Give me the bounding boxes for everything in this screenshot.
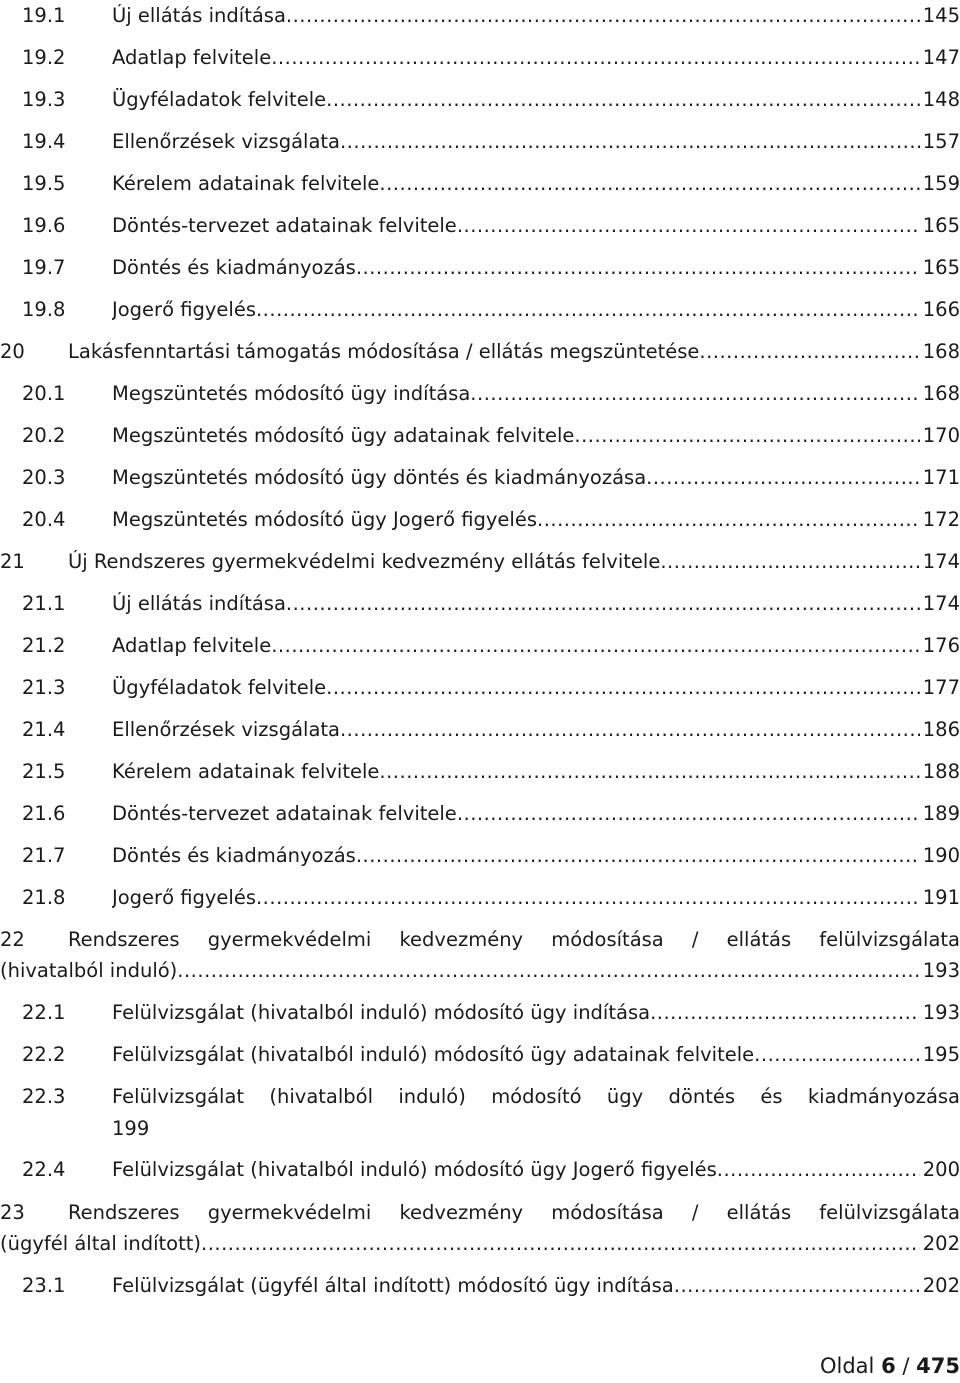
- toc-entry-number: 21.2: [22, 634, 66, 657]
- toc-entry-title: Ügyféladatok felvitele: [112, 676, 327, 699]
- toc-entry[interactable]: [0, 886, 960, 916]
- toc-entry-number: 23.1: [22, 1274, 66, 1297]
- dot-leader: [326, 676, 920, 699]
- toc-entry[interactable]: [0, 802, 960, 832]
- dot-leader: [286, 592, 920, 615]
- dot-leader: [674, 1274, 920, 1297]
- toc-entry-page: 172: [922, 508, 960, 531]
- toc-entry-number: 22.4: [22, 1158, 66, 1181]
- toc-entry[interactable]: [0, 1001, 960, 1031]
- toc-entry-number: 20.2: [22, 424, 66, 447]
- toc-entry[interactable]: [0, 298, 960, 328]
- toc-entry[interactable]: [0, 88, 960, 118]
- dot-leader: [537, 508, 920, 531]
- dot-leader: [340, 130, 920, 153]
- toc-entry[interactable]: [0, 382, 960, 412]
- toc-entry[interactable]: [0, 1085, 960, 1149]
- dot-leader: [356, 256, 920, 279]
- toc-entry-page: 193: [922, 1001, 960, 1024]
- toc-entry-number: 19.3: [22, 88, 66, 111]
- toc-entry-title: Megszüntetés módosító ügy Jogerő figyelés: [112, 508, 537, 531]
- toc-entry-page: 202: [922, 1274, 960, 1297]
- dot-leader: [286, 4, 920, 27]
- toc-chapter[interactable]: [0, 550, 960, 580]
- toc-entry[interactable]: [0, 4, 960, 34]
- toc-entry-page: 191: [922, 886, 960, 909]
- toc-entry-number: 22: [0, 928, 25, 951]
- toc-entry[interactable]: [0, 1043, 960, 1073]
- toc-entry-title-line1: Rendszeres gyermekvédelmi kedvezmény módosítása / ellátás felülvizsgálata: [68, 1201, 960, 1224]
- toc-entry-number: 21.5: [22, 760, 66, 783]
- toc-entry-title: Döntés és kiadmányozás: [112, 844, 356, 867]
- toc-entry-title: Döntés-tervezet adatainak felvitele: [112, 214, 457, 237]
- toc-entry[interactable]: [0, 508, 960, 538]
- toc-entry-page: 165: [922, 256, 960, 279]
- toc-entry-title: Kérelem adatainak felvitele: [112, 760, 380, 783]
- toc-entry[interactable]: [0, 214, 960, 244]
- toc-entry-page: 176: [922, 634, 960, 657]
- toc-entry-title: Lakásfenntartási támogatás módosítása / ellátás megszüntetése: [68, 340, 700, 363]
- toc-entry-title: Döntés-tervezet adatainak felvitele: [112, 802, 457, 825]
- dot-leader: [177, 959, 919, 982]
- toc-entry[interactable]: [0, 130, 960, 160]
- dot-leader: [356, 844, 920, 867]
- toc-entry-number: 21.3: [22, 676, 66, 699]
- dot-leader: [650, 1001, 920, 1024]
- toc-entry-title: (ügyfél által indított): [0, 1232, 201, 1255]
- toc-entry-number: 23: [0, 1201, 25, 1224]
- toc-entry-title: Adatlap felvitele: [112, 634, 272, 657]
- toc-entry-number: 21.1: [22, 592, 66, 615]
- dot-leader: [646, 466, 920, 489]
- toc-entry-page: 174: [922, 592, 960, 615]
- toc-entry-page: 168: [922, 340, 960, 363]
- dot-leader: [379, 172, 919, 195]
- page-footer: [820, 1354, 960, 1378]
- toc-entry-number: 19.5: [22, 172, 66, 195]
- page-separator: /: [902, 1354, 910, 1378]
- toc-entry-title: Jogerő figyelés: [112, 886, 256, 909]
- toc-entry-title-line1: Rendszeres gyermekvédelmi kedvezmény módosítása / ellátás felülvizsgálata: [68, 928, 960, 951]
- toc-entry-title: Megszüntetés módosító ügy indítása: [112, 382, 471, 405]
- toc-entry-page: 190: [922, 844, 960, 867]
- toc-entry-number: 21.7: [22, 844, 66, 867]
- toc-entry[interactable]: [0, 256, 960, 286]
- dot-leader: [256, 298, 920, 321]
- toc-entry-page: 170: [922, 424, 960, 447]
- toc-entry-title: Kérelem adatainak felvitele: [112, 172, 380, 195]
- toc-entry-page: 186: [922, 718, 960, 741]
- toc-entry-number: 20.1: [22, 382, 66, 405]
- toc-entry-number: 22.2: [22, 1043, 66, 1066]
- dot-leader: [754, 1043, 920, 1066]
- toc-entry-page: 145: [922, 4, 960, 27]
- toc-entry-title: Felülvizsgálat (hivatalból induló) módosító ügy adatainak felvitele: [112, 1043, 755, 1066]
- toc-entry-number: 20.4: [22, 508, 66, 531]
- toc-entry-number: 20.3: [22, 466, 66, 489]
- toc-entry-number: 22.1: [22, 1001, 66, 1024]
- dot-leader: [457, 214, 920, 237]
- toc-entry[interactable]: [0, 172, 960, 202]
- toc-entry-page: 193: [922, 959, 960, 982]
- toc-entry-page: 200: [922, 1158, 960, 1181]
- dot-leader: [201, 1232, 920, 1255]
- toc-entry-title-line1: Felülvizsgálat (hivatalból induló) módosító ügy döntés és kiadmányozása: [112, 1085, 960, 1108]
- dot-leader: [256, 886, 920, 909]
- toc-entry-number: 19.6: [22, 214, 66, 237]
- toc-entry-title: Ellenőrzések vizsgálata: [112, 718, 340, 741]
- toc-entry-page: 157: [922, 130, 960, 153]
- dot-leader: [340, 718, 920, 741]
- toc-entry-title: Felülvizsgálat (hivatalból induló) módosító ügy Jogerő figyelés: [112, 1158, 717, 1181]
- current-page-number: 6: [881, 1354, 896, 1378]
- toc-entry-page: 148: [922, 88, 960, 111]
- toc-entry-number: 21: [0, 550, 25, 573]
- dot-leader: [660, 550, 919, 573]
- toc-entry-page: 171: [922, 466, 960, 489]
- toc-entry-number: 21.6: [22, 802, 66, 825]
- toc-entry[interactable]: [0, 844, 960, 874]
- toc-entry-title: Megszüntetés módosító ügy adatainak felvitele: [112, 424, 575, 447]
- toc-entry-page: 188: [922, 760, 960, 783]
- toc-entry-title: Új ellátás indítása: [112, 592, 286, 615]
- toc-entry-title: Felülvizsgálat (ügyfél által indított) módosító ügy indítása: [112, 1274, 674, 1297]
- dot-leader: [271, 46, 920, 69]
- toc-entry[interactable]: [0, 760, 960, 790]
- toc-entry[interactable]: [0, 1158, 960, 1188]
- toc-entry-page: 165: [922, 214, 960, 237]
- toc-entry-page: 202: [922, 1232, 960, 1255]
- toc-entry-title: Új Rendszeres gyermekvédelmi kedvezmény ellátás felvitele: [68, 550, 661, 573]
- toc-entry-number: 19.1: [22, 4, 66, 27]
- dot-leader: [699, 340, 919, 363]
- toc-entry-title: Adatlap felvitele: [112, 46, 272, 69]
- toc-entry[interactable]: [0, 592, 960, 622]
- toc-entry-title: Ellenőrzések vizsgálata: [112, 130, 340, 153]
- toc-entry-number: 19.8: [22, 298, 66, 321]
- dot-leader: [470, 382, 919, 405]
- toc-entry-title: Ügyféladatok felvitele: [112, 88, 327, 111]
- toc-entry-page: 159: [922, 172, 960, 195]
- toc-entry[interactable]: [0, 1274, 960, 1304]
- toc-entry[interactable]: [0, 676, 960, 706]
- toc-entry-page: 177: [922, 676, 960, 699]
- toc-entry-page: 147: [922, 46, 960, 69]
- toc-entry-number: 21.8: [22, 886, 66, 909]
- toc-entry-page: 195: [922, 1043, 960, 1066]
- toc-entry-title: Felülvizsgálat (hivatalból induló) módosító ügy indítása: [112, 1001, 651, 1024]
- dot-leader: [457, 802, 920, 825]
- toc-entry-title: Jogerő figyelés: [112, 298, 256, 321]
- toc-entry-number: 19.7: [22, 256, 66, 279]
- dot-leader: [717, 1158, 920, 1181]
- toc-entry-page: 189: [922, 802, 960, 825]
- toc-entry[interactable]: [0, 634, 960, 664]
- toc-entry[interactable]: [0, 424, 960, 454]
- toc-chapter[interactable]: [0, 340, 960, 370]
- toc-entry[interactable]: [0, 718, 960, 748]
- dot-leader: [379, 760, 919, 783]
- toc-entry[interactable]: [0, 46, 960, 76]
- page-label: Oldal: [819, 1354, 875, 1378]
- toc-entry-page: 168: [922, 382, 960, 405]
- toc-entry-page: 199: [112, 1117, 150, 1140]
- toc-entry-page: 174: [922, 550, 960, 573]
- toc-chapter[interactable]: [0, 928, 960, 992]
- toc-entry-number: 20: [0, 340, 25, 363]
- toc-entry-number: 19.2: [22, 46, 66, 69]
- toc-entry-page: 166: [922, 298, 960, 321]
- toc-entry-title: Új ellátás indítása: [112, 4, 286, 27]
- toc-entry-title: (hivatalból induló): [0, 959, 178, 982]
- toc-entry-number: 19.4: [22, 130, 66, 153]
- toc-entry[interactable]: [0, 466, 960, 496]
- total-pages: 475: [916, 1354, 960, 1378]
- dot-leader: [574, 424, 919, 447]
- toc-entry-title: Döntés és kiadmányozás: [112, 256, 356, 279]
- toc-chapter[interactable]: [0, 1201, 960, 1265]
- toc-entry-title: Megszüntetés módosító ügy döntés és kiadmányozása: [112, 466, 647, 489]
- dot-leader: [326, 88, 920, 111]
- toc-entry-number: 22.3: [22, 1085, 66, 1108]
- toc-entry-number: 21.4: [22, 718, 66, 741]
- dot-leader: [271, 634, 920, 657]
